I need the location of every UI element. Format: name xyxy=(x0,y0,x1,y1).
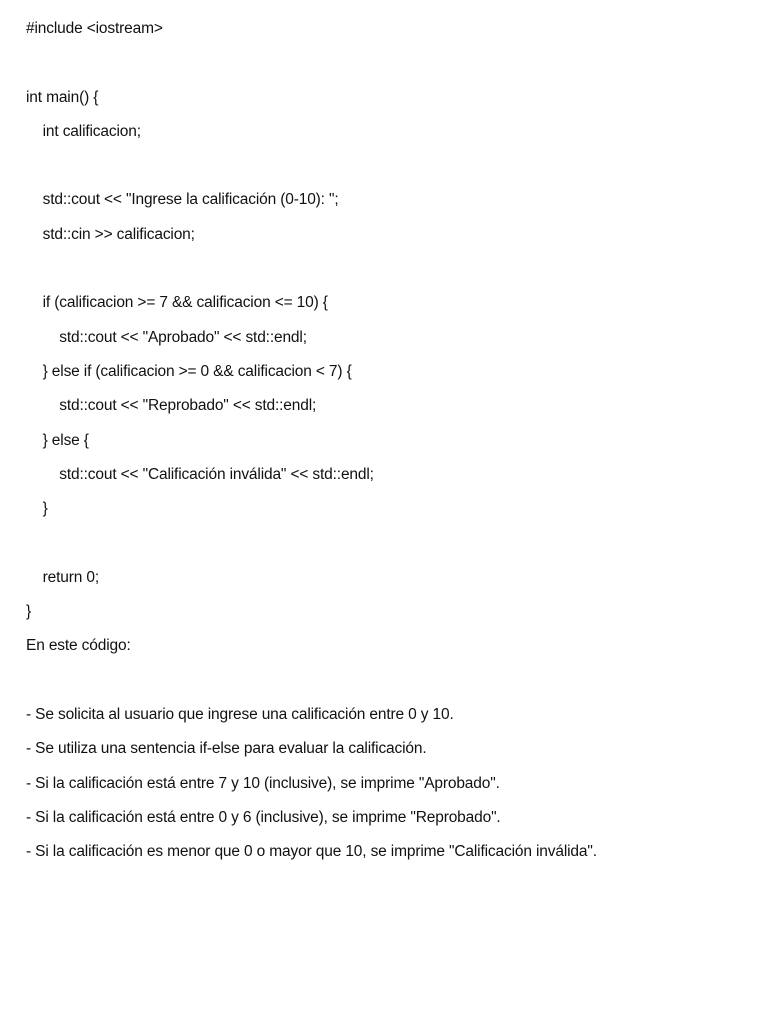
explanation-item: - Se solicita al usuario que ingrese una calificación entre 0 y 10. xyxy=(26,705,454,723)
code-line: } xyxy=(26,500,48,518)
code-line: std::cout << "Ingrese la calificación (0-10): "; xyxy=(26,191,339,209)
code-line: } else { xyxy=(26,431,89,449)
code-line: std::cin >> calificacion; xyxy=(26,225,195,243)
explanation-item: - Se utiliza una sentencia if-else para evaluar la calificación. xyxy=(26,740,427,758)
explanation-item: - Si la calificación está entre 0 y 6 (inclusive), se imprime "Reprobado". xyxy=(26,808,501,826)
code-line: std::cout << "Reprobado" << std::endl; xyxy=(26,397,317,415)
code-line xyxy=(26,154,748,188)
code-line xyxy=(26,51,748,85)
code-line: } else if (calificacion >= 0 && calificacion < 7) { xyxy=(26,362,352,380)
explanation-item: - Si la calificación es menor que 0 o mayor que 10, se imprime "Calificación inválida". xyxy=(26,843,597,861)
code-line xyxy=(26,531,748,565)
code-line xyxy=(26,257,748,291)
code-line: } xyxy=(26,603,32,621)
code-line: int main() { xyxy=(26,88,99,106)
code-line: return 0; xyxy=(26,568,99,586)
code-line: std::cout << "Aprobado" << std::endl; xyxy=(26,328,307,346)
explanation-section xyxy=(26,634,748,874)
explanation-heading: En este código: xyxy=(26,637,131,655)
spacer-line xyxy=(26,669,748,703)
document-body xyxy=(26,17,748,874)
code-block xyxy=(26,17,748,634)
code-line: std::cout << "Calificación inválida" << std::endl; xyxy=(26,465,374,483)
code-line: #include <iostream> xyxy=(26,20,163,37)
code-line: int calificacion; xyxy=(26,122,141,140)
code-line: if (calificacion >= 7 && calificacion <= 10) { xyxy=(26,294,328,312)
explanation-item: - Si la calificación está entre 7 y 10 (inclusive), se imprime "Aprobado". xyxy=(26,774,500,792)
